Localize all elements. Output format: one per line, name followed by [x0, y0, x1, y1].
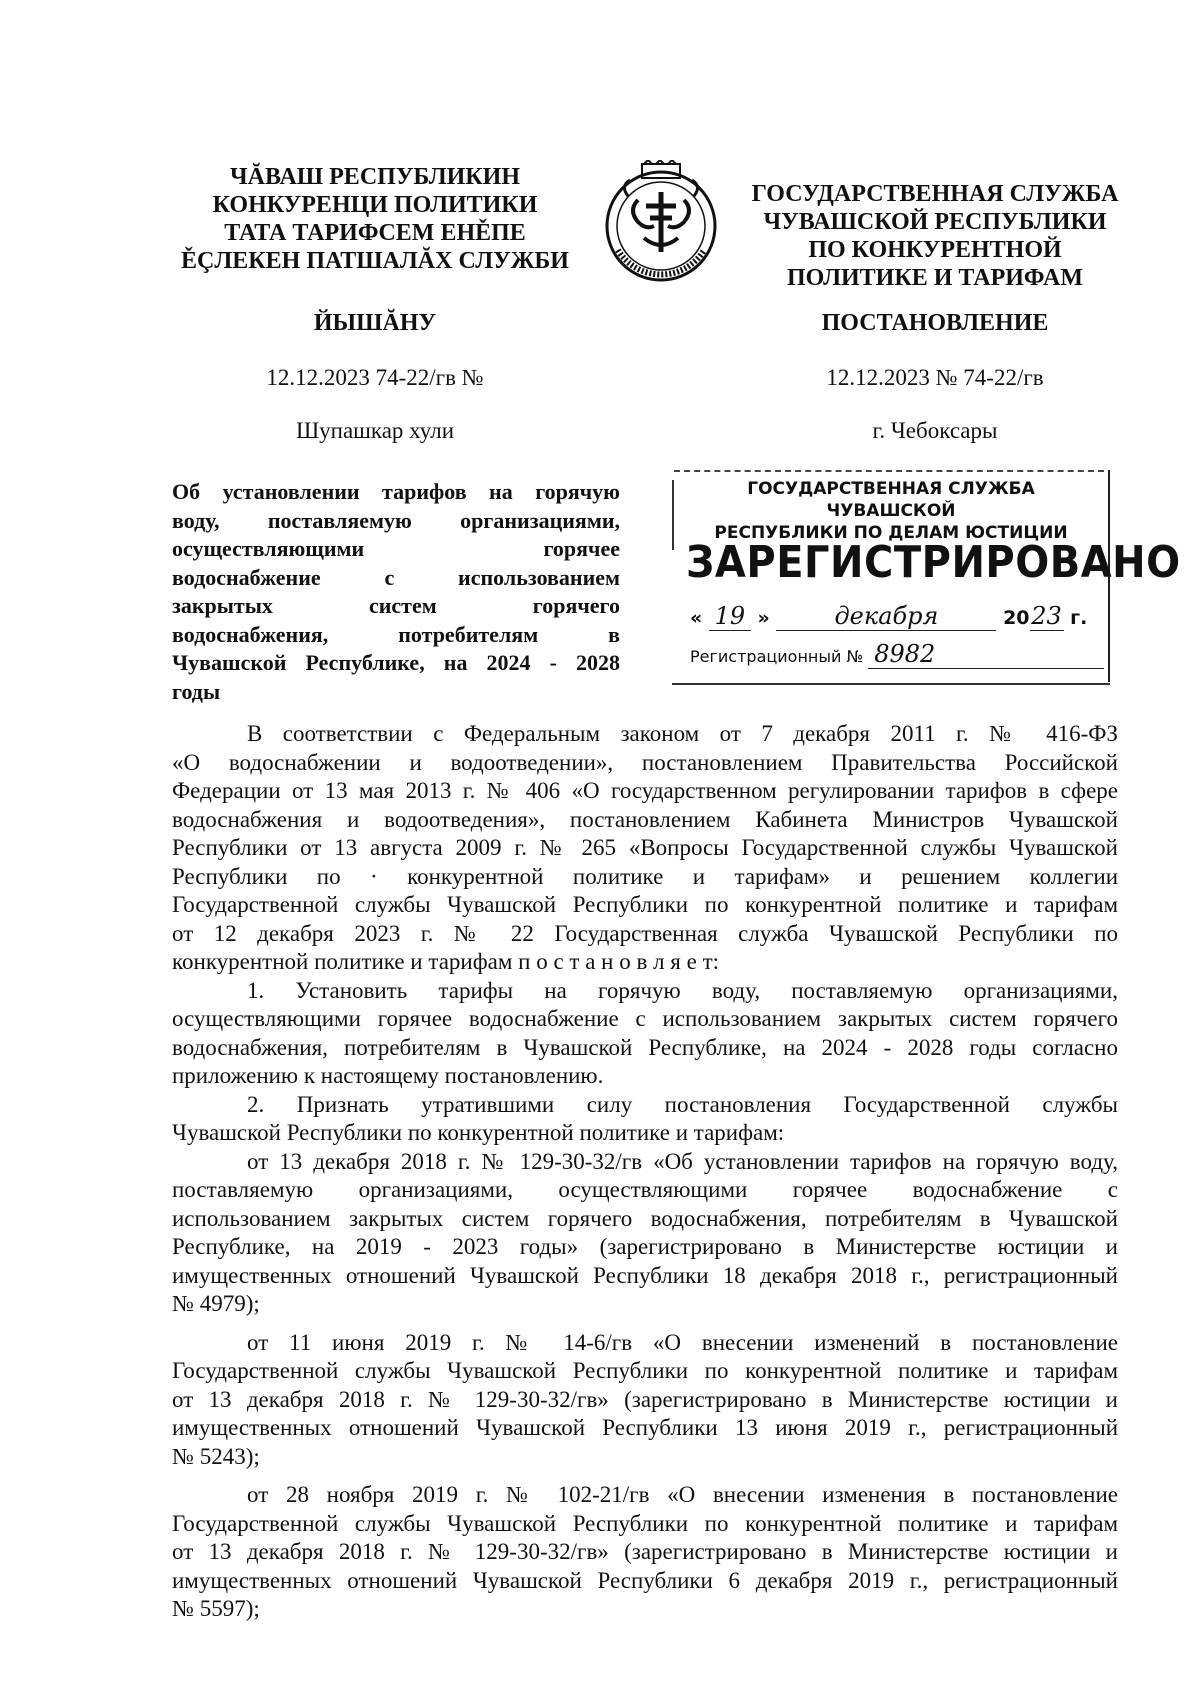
stamp-month: декабря — [776, 602, 996, 631]
paragraph-repeal-1 — [172, 1148, 1118, 1319]
city-russian: г. Чебоксары — [872, 418, 998, 443]
stamp-year-unit: г. — [1070, 607, 1088, 629]
date-number-russian: 12.12.2023 № 74-22/гв — [826, 365, 1044, 390]
stamp-border — [672, 480, 674, 550]
paragraph-repeal-3 — [172, 1481, 1118, 1624]
body-line: Государственной службы Чувашской Республики по конкурентной политике и тарифам — [172, 1358, 1118, 1383]
subject-line: закрытых систем горячего — [172, 593, 620, 618]
paragraph-gap — [172, 1471, 1118, 1481]
document-body — [172, 720, 1118, 1624]
stamp-border — [672, 683, 1110, 685]
header-chuvash — [165, 163, 585, 275]
paragraph-preamble — [172, 720, 1118, 977]
doc-type-russian: ПОСТАНОВЛЕНИЕ — [821, 310, 1049, 336]
body-line: 1. Установить тарифы на горячую воду, поставляемую организациями, — [247, 977, 1118, 1003]
body-line: Государственной службы Чувашской Республики по конкурентной политике и тарифам — [172, 1510, 1118, 1536]
registration-stamp — [672, 470, 1181, 685]
header-chuvash-line: КОНКУРЕНЦИ ПОЛИТИКИ — [212, 192, 538, 218]
body-line: приложению к настоящему постановлению. — [172, 1063, 604, 1088]
body-line: водоснабжения, потребителям в Чувашской Республике, на 2024 - 2028 годы согласно — [172, 1034, 1118, 1060]
date-number-chuvash: 12.12.2023 74-22/гв № — [266, 365, 484, 390]
doc-type-chuvash: ЙЫШĂНУ — [313, 310, 437, 336]
body-line: Государственной службы Чувашской Республики по конкурентной политике и тарифам — [172, 892, 1118, 917]
body-line: от 13 декабря 2018 г. № 129-30-32/гв «Об установлении тарифов на горячую воду, — [247, 1148, 1118, 1174]
subject-line: воду, поставляемую организациями, — [172, 507, 620, 533]
stamp-reg-label: Регистрационный № — [690, 647, 864, 666]
subject-line: водоснабжения, потребителям в — [172, 621, 620, 647]
body-line: конкурентной политике и тарифам п о с т а н о в л я е т: — [172, 949, 720, 974]
body-line: от 13 декабря 2018 г. № 129-30-32/гв» (зарегистрировано в Министерстве юстиции и — [172, 1386, 1118, 1412]
stamp-organization — [686, 478, 1096, 544]
body-line: № 5597); — [172, 1596, 260, 1621]
body-line: Республики от 13 августа 2009 г. № 265 «Вопросы Государственной службы Чувашской — [172, 835, 1118, 860]
body-line: № 5243); — [172, 1443, 260, 1469]
body-line: водоснабжения и водоотведения», постановлением Кабинета Министров Чувашской — [172, 806, 1118, 832]
body-line: В соответствии с Федеральным законом от 7 декабря 2011 г. № 416-ФЗ — [247, 721, 1118, 746]
header-chuvash-line: ЧĂВАШ РЕСПУБЛИКИН — [230, 164, 520, 190]
document-subject — [172, 478, 620, 706]
header-russian-line: ПОЛИТИКЕ И ТАРИФАМ — [786, 265, 1083, 291]
header-chuvash-line: ТАТА ТАРИФСЕМ ЕНĚПЕ — [224, 220, 526, 246]
body-line: № 4979); — [172, 1291, 260, 1316]
header-russian-line: ГОСУДАРСТВЕННАЯ СЛУЖБА — [751, 181, 1119, 207]
stamp-quote-open: « — [690, 607, 703, 629]
stamp-date — [690, 602, 1100, 631]
stamp-year-prefix: 20 — [1003, 607, 1030, 629]
body-line: использованием закрытых систем горячего водоснабжения, потребителям в Чувашской — [172, 1205, 1118, 1231]
body-line: «О водоснабжении и водоотведении», постановлением Правительства Российской — [172, 749, 1118, 775]
body-line: поставляемую организациями, осуществляющими горячее водоснабжение с — [172, 1177, 1118, 1202]
paragraph-gap — [172, 1319, 1118, 1329]
stamp-day: 19 — [709, 602, 751, 631]
body-line: Республики по · конкурентной политике и тарифам» и решением коллегии — [172, 863, 1118, 889]
stamp-status: ЗАРЕГИСТРИРОВАНО — [686, 538, 1181, 588]
header-russian-line: ПО КОНКУРЕНТНОЙ — [808, 237, 1062, 263]
stamp-registration — [690, 640, 1100, 669]
subject-line: Об установлении тарифов на горячую — [172, 479, 620, 504]
header-russian — [735, 180, 1135, 292]
subject-line: водоснабжение с использованием — [172, 564, 620, 590]
chuvash-coat-of-arms-icon — [598, 160, 724, 286]
stamp-quote-close: » — [757, 607, 770, 629]
subject-line: годы — [172, 678, 221, 704]
subject-line: Чувашской Республике, на 2024 - 2028 — [172, 650, 620, 675]
body-line: от 11 июня 2019 г. № 14-6/гв «О внесении изменений в постановление — [247, 1329, 1118, 1355]
body-line: имущественных отношений Чувашской Республики 18 декабря 2018 г., регистрационный — [172, 1262, 1118, 1288]
body-line: осуществляющими горячее водоснабжение с использованием закрытых систем горячего — [172, 1006, 1118, 1031]
body-line: Федерации от 13 мая 2013 г. № 406 «О государственном регулировании тарифов в сфере — [172, 778, 1118, 803]
stamp-org-line: РЕСПУБЛИКИ ПО ДЕЛАМ ЮСТИЦИИ — [714, 523, 1068, 543]
body-line: Республике, на 2019 - 2023 годы» (зарегистрировано в Министерстве юстиции и — [172, 1234, 1118, 1259]
paragraph-repeal-2 — [172, 1329, 1118, 1472]
city-chuvash: Шупашкар хули — [295, 418, 455, 443]
body-line: имущественных отношений Чувашской Республики 6 декабря 2019 г., регистрационный — [172, 1567, 1118, 1593]
body-line: имущественных отношений Чувашской Республики 13 июня 2019 г., регистрационный — [172, 1415, 1118, 1440]
paragraph-item-2 — [172, 1091, 1118, 1148]
paragraph-item-1 — [172, 977, 1118, 1091]
stamp-org-line: ГОСУДАРСТВЕННАЯ СЛУЖБА ЧУВАШСКОЙ — [747, 479, 1035, 521]
header-chuvash-line: ĚÇЛЕКЕН ПАТШАЛĂХ СЛУЖБИ — [181, 248, 569, 274]
stamp-reg-number: 8982 — [868, 640, 1104, 669]
body-line: 2. Признать утратившими силу постановления Государственной службы — [247, 1091, 1118, 1117]
body-line: Чувашской Республики по конкурентной политике и тарифам: — [172, 1120, 785, 1145]
subject-line: осуществляющими горячее — [172, 536, 620, 561]
header-russian-line: ЧУВАШСКОЙ РЕСПУБЛИКИ — [763, 209, 1107, 235]
body-line: от 12 декабря 2023 г. № 22 Государственная служба Чувашской Республики по — [172, 920, 1118, 946]
body-line: от 13 декабря 2018 г. № 129-30-32/гв» (зарегистрировано в Министерстве юстиции и — [172, 1539, 1118, 1564]
stamp-border — [674, 470, 1104, 472]
stamp-year-suffix: 23 — [1031, 602, 1062, 630]
body-line: от 28 ноября 2019 г. № 102-21/гв «О внесении изменения в постановление — [247, 1482, 1118, 1507]
